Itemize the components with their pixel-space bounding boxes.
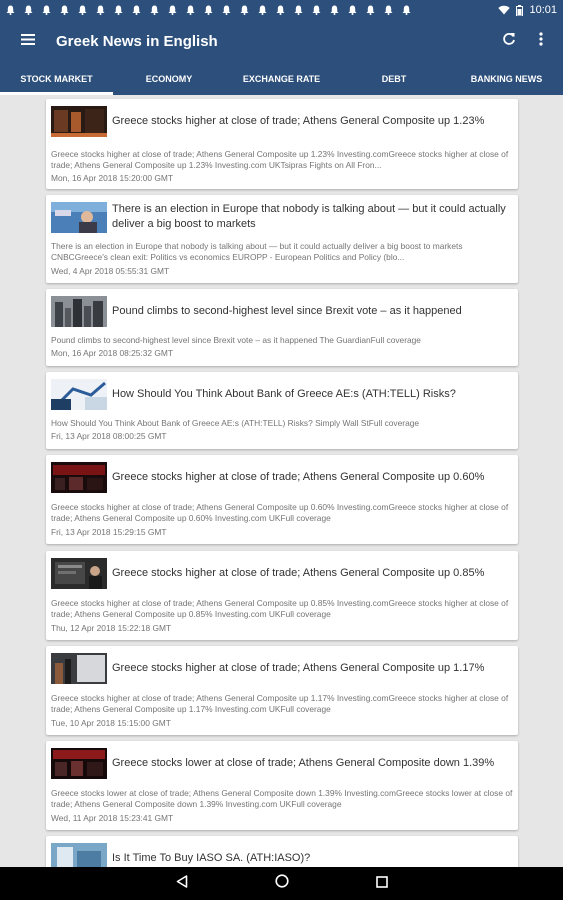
notification-icons [6, 5, 498, 15]
article-title: Greece stocks higher at close of trade; Athens General Composite up 0.85% [112, 567, 485, 579]
notification-icon [222, 5, 231, 15]
news-card[interactable] [46, 836, 518, 867]
card-header [51, 843, 513, 867]
article-title: There is an election in Europe that nobody is talking about — but it could actually deliver a big boost to markets [112, 203, 506, 230]
notification-icon [312, 5, 321, 15]
article-date: Mon, 16 Apr 2018 15:20:00 GMT [51, 173, 173, 183]
refresh-icon [502, 32, 516, 51]
article-title: Greece stocks higher at close of trade; Athens General Composite up 1.23% [112, 115, 485, 127]
notification-icon [60, 5, 69, 15]
notification-icon [402, 5, 411, 15]
article-title: Greece stocks higher at close of trade; Athens General Composite up 1.17% [112, 662, 485, 674]
news-card[interactable] [46, 372, 518, 449]
tab-debt[interactable]: DEBT [381, 73, 407, 84]
article-title: How Should You Think About Bank of Greece AE:s (ATH:TELL) Risks? [112, 388, 456, 400]
notification-icon [96, 5, 105, 15]
notification-icon [240, 5, 249, 15]
card-header [51, 202, 513, 233]
tab-stock-market[interactable]: STOCK MARKET [0, 62, 113, 95]
notification-icon [384, 5, 393, 15]
article-description: Greece stocks higher at close of trade; Athens General Composite up 0.85% Investing.comGreece stocks higher at close of trade; Athens General Composite up 0.85% Investing.com UKFull coverage [51, 598, 509, 619]
category-tabs [0, 62, 563, 95]
article-description: Pound climbs to second-highest level since Brexit vote – as it happened The GuardianFull coverage [51, 335, 421, 345]
notification-icon [204, 5, 213, 15]
app-title: Greek News in English [56, 32, 218, 50]
article-title: Is It Time To Buy IASO SA. (ATH:IASO)? [112, 852, 311, 864]
notification-icon [114, 5, 123, 15]
more-vert-icon [539, 32, 543, 51]
article-thumbnail [51, 748, 107, 779]
app-actions [493, 20, 563, 62]
article-thumbnail [51, 296, 107, 327]
notification-icon [132, 5, 141, 15]
article-thumbnail [51, 843, 107, 867]
article-description: How Should You Think About Bank of Greece AE:s (ATH:TELL) Risks? Simply Wall StFull coverage [51, 418, 420, 428]
app-bar [0, 20, 563, 62]
card-header [51, 106, 513, 137]
article-description: Greece stocks higher at close of trade; Athens General Composite up 1.17% Investing.comGreece stocks higher at close of trade; Athens General Composite up 1.17% Investing.com UKFull coverage [51, 693, 509, 714]
article-thumbnail [51, 558, 107, 589]
notification-icon [186, 5, 195, 15]
status-indicators [498, 4, 557, 16]
article-title: Greece stocks higher at close of trade; Athens General Composite up 0.60% [112, 471, 485, 483]
wifi-icon [498, 5, 510, 15]
article-date: Wed, 11 Apr 2018 15:23:41 GMT [51, 813, 174, 823]
card-header [51, 462, 513, 493]
notification-icon [42, 5, 51, 15]
status-time: 10:01 [529, 4, 557, 16]
more-options-button[interactable] [525, 20, 557, 62]
notification-icon [330, 5, 339, 15]
notification-icon [150, 5, 159, 15]
article-thumbnail [51, 462, 107, 493]
notification-icon [78, 5, 87, 15]
news-card[interactable] [46, 195, 518, 283]
news-card[interactable] [46, 289, 518, 366]
article-date: Thu, 12 Apr 2018 15:22:18 GMT [51, 623, 172, 633]
hamburger-menu-icon [21, 32, 35, 50]
recents-icon [376, 875, 388, 893]
recents-button[interactable] [367, 869, 397, 899]
tab-banking-news[interactable]: BANKING NEWS [470, 73, 543, 84]
article-description: Greece stocks higher at close of trade; Athens General Composite up 1.23% Investing.comGreece stocks higher at close of trade; Athens General Composite up 1.23% Investing.com UKTsipras Fights on All Fron... [51, 149, 509, 170]
card-header [51, 379, 513, 410]
news-card[interactable] [46, 551, 518, 640]
back-button[interactable] [167, 869, 197, 899]
article-thumbnail [51, 202, 107, 233]
card-header [51, 558, 513, 589]
notification-icon [294, 5, 303, 15]
home-icon [275, 874, 289, 893]
article-date: Mon, 16 Apr 2018 08:25:32 GMT [51, 348, 173, 358]
news-card[interactable] [46, 741, 518, 830]
notification-icon [348, 5, 357, 15]
article-description: Greece stocks higher at close of trade; Athens General Composite up 0.60% Investing.comGreece stocks higher at close of trade; Athens General Composite up 0.60% Investing.com UKFull coverage [51, 502, 509, 523]
card-header [51, 653, 513, 684]
notification-icon [276, 5, 285, 15]
home-button[interactable] [267, 869, 297, 899]
notification-icon [366, 5, 375, 15]
article-thumbnail [51, 106, 107, 137]
news-card[interactable] [46, 646, 518, 735]
news-card[interactable] [46, 455, 518, 544]
notification-icon [168, 5, 177, 15]
article-description: There is an election in Europe that nobody is talking about — but it could actually deliver a big boost to markets CNBCGreece's clean exit: Politics vs economics EUROPP - European Politics and Policy (blo... [51, 241, 463, 262]
status-bar [0, 0, 563, 20]
tab-exchange-rate[interactable]: EXCHANGE RATE [242, 73, 321, 84]
article-date: Wed, 4 Apr 2018 05:55:31 GMT [51, 266, 170, 276]
refresh-button[interactable] [493, 20, 525, 62]
notification-icon [24, 5, 33, 15]
article-thumbnail [51, 379, 107, 410]
battery-icon [516, 5, 523, 16]
back-icon [176, 875, 188, 893]
tab-economy[interactable]: ECONOMY [145, 73, 193, 84]
news-list [0, 95, 563, 867]
article-title: Pound climbs to second-highest level since Brexit vote – as it happened [112, 305, 462, 317]
news-card[interactable] [46, 99, 518, 189]
notification-icon [6, 5, 15, 15]
article-date: Tue, 10 Apr 2018 15:15:00 GMT [51, 718, 171, 728]
article-date: Fri, 13 Apr 2018 08:00:25 GMT [51, 431, 167, 441]
card-header [51, 748, 513, 779]
article-title: Greece stocks lower at close of trade; Athens General Composite down 1.39% [112, 757, 495, 769]
article-thumbnail [51, 653, 107, 684]
article-date: Fri, 13 Apr 2018 15:29:15 GMT [51, 527, 167, 537]
card-header [51, 296, 513, 327]
article-description: Greece stocks lower at close of trade; Athens General Composite down 1.39% Investing.comGreece stocks lower at close of trade; Athens General Composite down 1.39% Investing.com UKFull coverage [51, 788, 513, 809]
menu-button[interactable] [0, 20, 56, 62]
system-navigation-bar [0, 867, 563, 900]
notification-icon [258, 5, 267, 15]
